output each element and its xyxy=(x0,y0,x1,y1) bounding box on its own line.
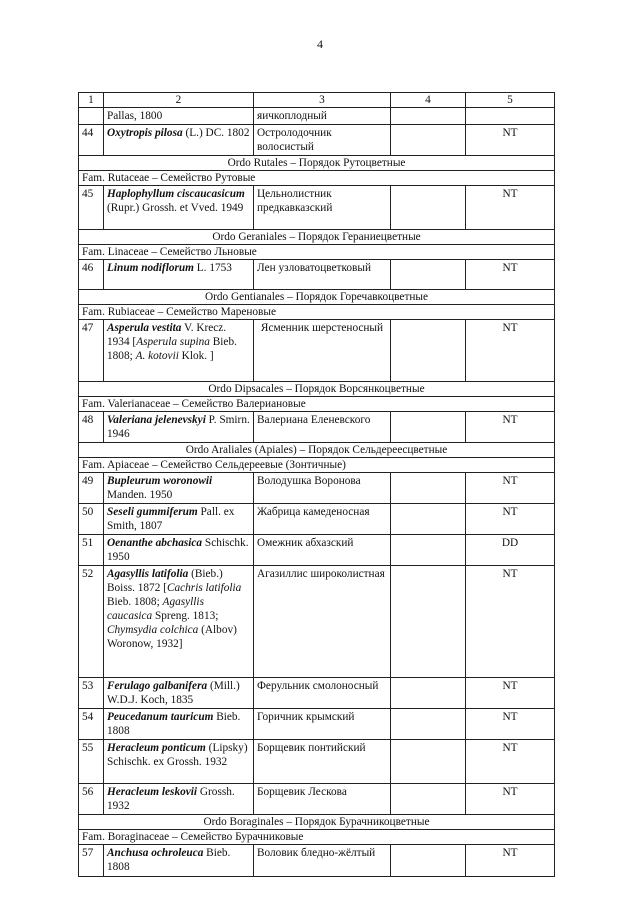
author-text: Schischk. 1950 xyxy=(107,537,249,563)
russian-name: Борщевик понтийский xyxy=(254,740,391,784)
species-name: Seseli gummiferum xyxy=(107,506,198,518)
species-name: Ferulago galbanifera xyxy=(107,680,208,692)
author-text: Manden. 1950 xyxy=(107,489,173,501)
author-text: Bieb. 1808 xyxy=(107,711,241,737)
author-text: P. Smirn. 1946 xyxy=(107,414,250,440)
table-row xyxy=(79,845,555,877)
table-row xyxy=(79,320,555,382)
empty-cell xyxy=(391,845,466,877)
synonym-name: A. kotovii xyxy=(135,350,179,362)
empty-cell xyxy=(391,412,466,443)
table-row xyxy=(79,186,555,230)
species-number: 45 xyxy=(79,186,104,230)
table-row xyxy=(79,473,555,504)
table-header-row xyxy=(79,93,555,108)
species-number xyxy=(79,108,104,125)
family-heading: Fam. Linaceae – Семейство Льновые xyxy=(79,245,555,260)
russian-name: Воловик бледно-жёлтый xyxy=(254,845,391,877)
family-heading: Fam. Boraginaceae – Семейство Бурачниковые xyxy=(79,830,555,845)
synonym-name: Chymsydia colchica xyxy=(107,624,199,636)
author-text: Bieb. 1808; xyxy=(107,336,237,362)
order-heading: Ordo Araliales (Apiales) – Порядок Сельдерееcцветные xyxy=(79,443,555,458)
species-latin-name xyxy=(104,412,254,443)
status-category: NT xyxy=(466,125,555,156)
header-cell: 1 xyxy=(79,93,104,108)
status-category: NT xyxy=(466,473,555,504)
order-row xyxy=(79,443,555,458)
empty-cell xyxy=(391,535,466,566)
status-category xyxy=(466,108,555,125)
order-heading: Ordo Dipsacales – Порядок Ворсянкоцветные xyxy=(79,382,555,397)
header-cell: 3 xyxy=(254,93,391,108)
empty-cell xyxy=(391,186,466,230)
species-latin-name xyxy=(104,566,254,678)
russian-name: Валериана Еленевского xyxy=(254,412,391,443)
species-number: 48 xyxy=(79,412,104,443)
order-row xyxy=(79,815,555,830)
header-cell: 2 xyxy=(104,93,254,108)
empty-cell xyxy=(391,504,466,535)
family-row xyxy=(79,830,555,845)
status-category: NT xyxy=(466,845,555,877)
empty-cell xyxy=(391,709,466,740)
species-name: Oenanthe abchasica xyxy=(107,537,203,549)
species-name: Valeriana jelenevskyi xyxy=(107,414,206,426)
author-text: Bieb. 1808; xyxy=(107,596,163,608)
species-latin-name xyxy=(104,709,254,740)
species-number: 51 xyxy=(79,535,104,566)
species-latin-name xyxy=(104,845,254,877)
family-heading: Fam. Rutaceae – Семейство Рутовые xyxy=(79,171,555,186)
status-category: NT xyxy=(466,566,555,678)
author-text: (Lipsky) Schischk. ex Grossh. 1932 xyxy=(107,742,248,768)
order-heading: Ordo Rutales – Порядок Рутоцветные xyxy=(79,156,555,171)
family-heading: Fam. Valerianaceae – Семейство Валериановые xyxy=(79,397,555,412)
species-latin-name xyxy=(104,535,254,566)
author-text: Klok. ] xyxy=(178,350,214,362)
author-text: (Rupr.) Grossh. et Vved. 1949 xyxy=(107,202,244,214)
header-cell: 4 xyxy=(391,93,466,108)
order-row xyxy=(79,382,555,397)
russian-name: Остролодочник волосистый xyxy=(254,125,391,156)
order-row xyxy=(79,230,555,245)
species-number: 56 xyxy=(79,784,104,815)
order-heading: Ordo Boraginales – Порядок Бурачникоцветные xyxy=(79,815,555,830)
species-name: Peucedanum tauricum xyxy=(107,711,214,723)
header-cell: 5 xyxy=(466,93,555,108)
species-number: 53 xyxy=(79,678,104,709)
species-number: 52 xyxy=(79,566,104,678)
author-text: Spreng. 1813; xyxy=(152,610,219,622)
species-latin-name xyxy=(104,678,254,709)
status-category: NT xyxy=(466,784,555,815)
russian-name: Лен узловатоцветковый xyxy=(254,260,391,290)
species-name: Linum nodiflorum xyxy=(107,262,194,274)
empty-cell xyxy=(391,566,466,678)
table-row xyxy=(79,535,555,566)
species-number: 46 xyxy=(79,260,104,290)
family-row xyxy=(79,171,555,186)
species-latin-name xyxy=(104,320,254,382)
table-row xyxy=(79,125,555,156)
status-category: NT xyxy=(466,709,555,740)
family-heading: Fam. Rubiaceae – Семейство Мареновые xyxy=(79,305,555,320)
empty-cell xyxy=(391,784,466,815)
species-latin-name xyxy=(104,186,254,230)
empty-cell xyxy=(391,260,466,290)
russian-name: Цельнолистник предкавказский xyxy=(254,186,391,230)
synonym-name: Cachris latifolia xyxy=(166,582,242,594)
russian-name: Ферульник смолоносный xyxy=(254,678,391,709)
author-text: (L.) DC. 1802 xyxy=(182,127,250,139)
russian-name: Борщевик Лескова xyxy=(254,784,391,815)
species-name: Haplophyllum ciscaucasicum xyxy=(107,188,245,200)
status-category: NT xyxy=(466,678,555,709)
species-latin-name xyxy=(104,260,254,290)
table-row xyxy=(79,504,555,535)
empty-cell xyxy=(391,473,466,504)
species-name: Oxytropis pilosa xyxy=(107,127,183,139)
empty-cell xyxy=(391,740,466,784)
order-heading: Ordo Gentianales – Порядок Горечавкоцветные xyxy=(79,290,555,305)
synonym-name: Agasyllis caucasica xyxy=(107,596,204,622)
species-name: Bupleurum woronowii xyxy=(107,475,213,487)
author-text: Grossh. 1932 xyxy=(107,786,235,812)
author-text: (Bieb.) Boiss. 1872 [ xyxy=(107,568,223,594)
table-row xyxy=(79,784,555,815)
species-latin-name xyxy=(104,473,254,504)
order-row xyxy=(79,290,555,305)
family-row xyxy=(79,397,555,412)
russian-name: Володушка Воронова xyxy=(254,473,391,504)
author-text: Pall. ex Smith, 1807 xyxy=(107,506,235,532)
russian-name: Омежник абхазский xyxy=(254,535,391,566)
species-name: Heracleum ponticum xyxy=(107,742,206,754)
russian-name: Агазиллис широколистная xyxy=(254,566,391,678)
status-category: NT xyxy=(466,260,555,290)
table-row xyxy=(79,260,555,290)
table-row xyxy=(79,566,555,678)
family-heading: Fam. Apiaceae – Семейство Сельдереевые (Зонтичные) xyxy=(79,458,555,473)
author-text: (Mill.) W.D.J. Koch, 1835 xyxy=(107,680,240,706)
status-category: NT xyxy=(466,412,555,443)
page-number: 4 xyxy=(317,37,323,51)
species-number: 50 xyxy=(79,504,104,535)
species-number: 55 xyxy=(79,740,104,784)
species-number: 44 xyxy=(79,125,104,156)
order-heading: Ordo Geraniales – Порядок Гераниецветные xyxy=(79,230,555,245)
species-number: 47 xyxy=(79,320,104,382)
species-name: Heracleum leskovii xyxy=(107,786,198,798)
species-latin-name xyxy=(104,504,254,535)
species-name: Agasyllis latifolia xyxy=(107,568,189,580)
status-category: DD xyxy=(466,535,555,566)
author-text: Bieb. 1808 xyxy=(107,847,231,873)
species-number: 57 xyxy=(79,845,104,877)
russian-name: Жабрица камеденосная xyxy=(254,504,391,535)
author-text: L. 1753 xyxy=(193,262,232,274)
table-row xyxy=(79,740,555,784)
species-name: Anchusa ochroleuca xyxy=(107,847,204,859)
species-number: 54 xyxy=(79,709,104,740)
status-category: NT xyxy=(466,186,555,230)
status-category: NT xyxy=(466,740,555,784)
table-row xyxy=(79,412,555,443)
russian-name: яичкоплодный xyxy=(254,108,391,125)
table-row xyxy=(79,678,555,709)
russian-name: Горичник крымский xyxy=(254,709,391,740)
empty-cell xyxy=(391,678,466,709)
family-row xyxy=(79,458,555,473)
author-text: V. Krecz. 1934 [ xyxy=(107,322,227,348)
table-row xyxy=(79,108,555,125)
status-category: NT xyxy=(466,504,555,535)
order-row xyxy=(79,156,555,171)
species-latin-name xyxy=(104,125,254,156)
synonym-name: Asperula supina xyxy=(136,336,210,348)
author-text: (Albov) Woronow, 1932] xyxy=(107,624,237,650)
species-number: 49 xyxy=(79,473,104,504)
empty-cell xyxy=(391,320,466,382)
species-latin-name xyxy=(104,108,254,125)
species-name: Asperula vestita xyxy=(107,322,182,334)
empty-cell xyxy=(391,108,466,125)
author-text: Pallas, 1800 xyxy=(107,110,163,122)
status-category: NT xyxy=(466,320,555,382)
empty-cell xyxy=(391,125,466,156)
species-latin-name xyxy=(104,784,254,815)
family-row xyxy=(79,305,555,320)
species-latin-name xyxy=(104,740,254,784)
family-row xyxy=(79,245,555,260)
table-row xyxy=(79,709,555,740)
russian-name: Ясменник шерстеносный xyxy=(254,320,391,382)
species-table xyxy=(78,92,555,877)
